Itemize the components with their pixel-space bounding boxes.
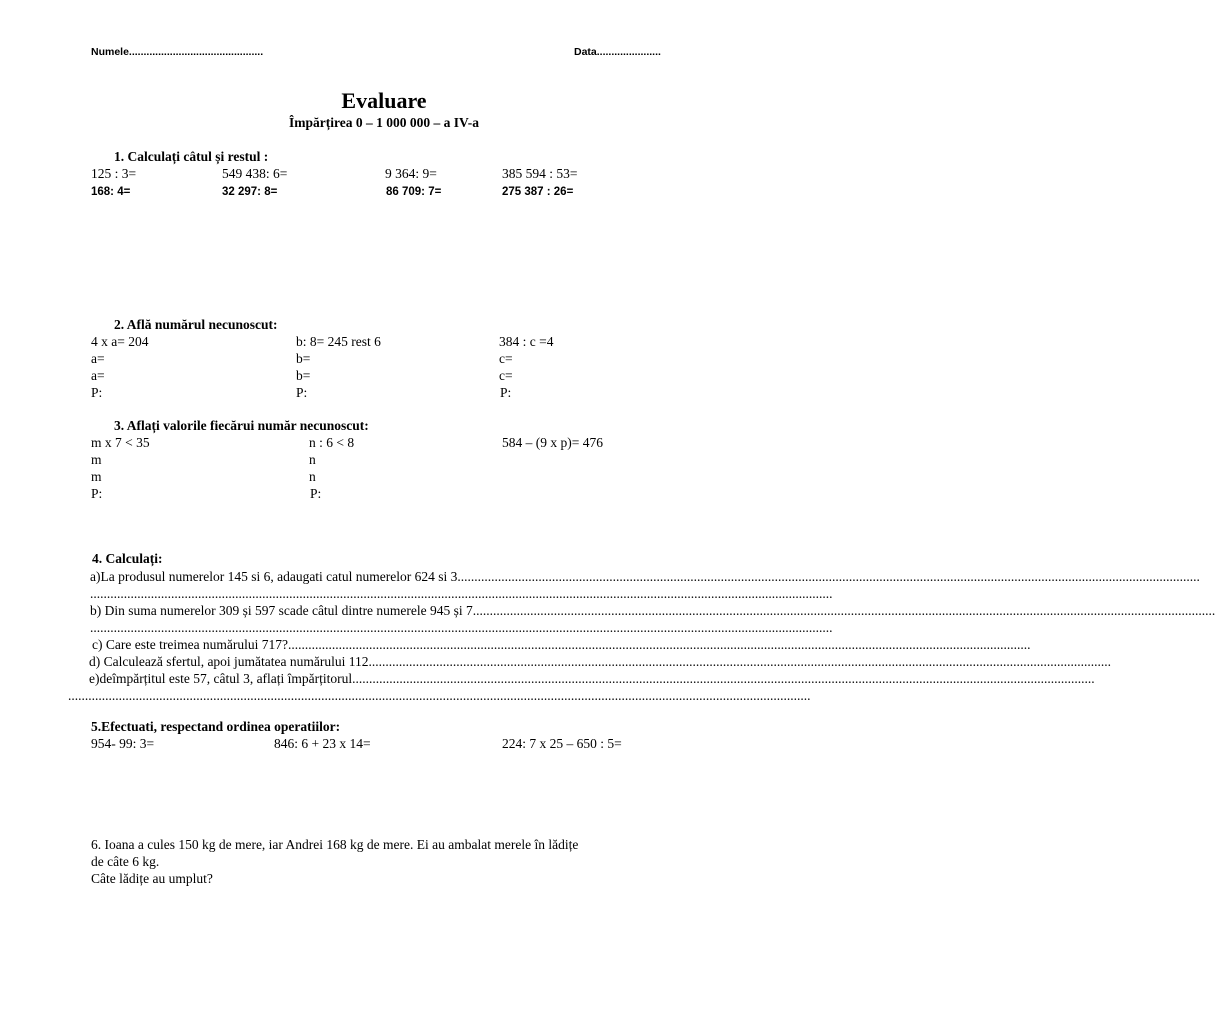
ex3-cell: 584 – (9 x p)= 476 — [502, 435, 603, 450]
ex2-cell: P: — [296, 385, 308, 400]
answer-line — [90, 586, 833, 602]
ex1-item: 275 387 : 26= — [502, 186, 574, 198]
dot-leader: ............................................................................................................................................................................................................................ — [68, 688, 811, 703]
ex6-line2: de câte 6 kg. — [91, 854, 160, 869]
ex5-item: 846: 6 + 23 x 14= — [274, 736, 371, 751]
ex4-item-d — [89, 654, 1112, 670]
ex4-text-d: d) Calculează sfertul, apoi jumătatea numărului 112 — [89, 654, 369, 669]
ex3-cell: m — [91, 469, 102, 484]
ex2-cell: b: 8= 245 rest 6 — [296, 334, 381, 349]
ex3-heading: 3. Aflați valorile fiecărui număr necunoscut: — [114, 418, 369, 433]
ex3-cell: m — [91, 452, 102, 467]
ex2-cell: a= — [91, 351, 105, 366]
ex3-cell: P: — [91, 486, 103, 501]
ex2-cell: c= — [499, 368, 513, 383]
ex4-text-c: c) Care este treimea numărului 717? — [92, 637, 289, 652]
answer-line — [90, 620, 833, 636]
ex1-item: 86 709: 7= — [386, 186, 442, 198]
ex4-item-b — [90, 603, 1215, 619]
ex2-cell: c= — [499, 351, 513, 366]
name-field: Numele.............................................. — [91, 46, 264, 58]
ex3-cell: n — [309, 452, 316, 467]
dot-leader: ............................................................................................................................................................................................................................ — [288, 637, 1031, 652]
ex1-heading: 1. Calculați câtul și restul : — [114, 149, 269, 164]
ex2-cell: b= — [296, 351, 311, 366]
ex4-item-c — [92, 637, 1031, 653]
ex2-cell: 384 : c =4 — [499, 334, 554, 349]
dot-leader: ............................................................................................................................................................................................................................ — [457, 569, 1200, 584]
ex4-text-e: e)deîmpărțitul este 57, câtul 3, aflați împărțitorul — [89, 671, 353, 686]
ex4-text-a: a)La produsul numerelor 145 si 6, adaugati catul numerelor 624 si 3 — [90, 569, 458, 584]
page-title: Evaluare — [341, 88, 427, 113]
ex5-item: 224: 7 x 25 – 650 : 5= — [502, 736, 622, 751]
ex1-item: 32 297: 8= — [222, 186, 278, 198]
ex2-cell: b= — [296, 368, 311, 383]
dot-leader: ............................................................................................................................................................................................................................ — [90, 586, 833, 601]
ex6-line3: Câte lădițe au umplut? — [91, 871, 213, 886]
dot-leader: ............................................................................................................................................................................................................................ — [352, 671, 1095, 686]
ex4-item-a — [90, 569, 1200, 585]
dot-leader: ............................................................................................................................................................................................................................ — [90, 620, 833, 635]
ex1-item: 549 438: 6= — [222, 166, 288, 181]
ex3-cell: n : 6 < 8 — [309, 435, 355, 450]
ex2-cell: P: — [91, 385, 103, 400]
dot-leader: ............................................................................................................................................................................................................................ — [368, 654, 1112, 669]
ex3-cell: n — [309, 469, 316, 484]
ex2-cell: a= — [91, 368, 105, 383]
ex3-cell: P: — [310, 486, 322, 501]
ex1-item: 385 594 : 53= — [502, 166, 578, 181]
ex4-heading: 4. Calculați: — [92, 551, 163, 566]
date-field: Data...................... — [574, 46, 661, 58]
ex1-item: 125 : 3= — [91, 166, 137, 181]
ex6-line1: 6. Ioana a cules 150 kg de mere, iar Andrei 168 kg de mere. Ei au ambalat merele în lădițe — [91, 837, 579, 852]
ex1-item: 9 364: 9= — [385, 166, 437, 181]
dot-leader: ............................................................................................................................................................................................................................ — [472, 603, 1215, 618]
ex4-item-e — [89, 671, 1095, 687]
ex5-heading: 5.Efectuati, respectand ordinea operatiilor: — [91, 719, 341, 734]
ex2-cell: 4 x a= 204 — [91, 334, 149, 349]
ex5-item: 954- 99: 3= — [91, 736, 155, 751]
ex1-item: 168: 4= — [91, 186, 131, 198]
page-subtitle: Împărțirea 0 – 1 000 000 – a IV-a — [289, 115, 479, 130]
ex2-heading: 2. Află numărul necunoscut: — [114, 317, 278, 332]
ex3-cell: m x 7 < 35 — [91, 435, 150, 450]
ex2-cell: P: — [500, 385, 512, 400]
answer-line — [68, 688, 811, 704]
ex4-text-b: b) Din suma numerelor 309 și 597 scade câtul dintre numerele 945 și 7 — [90, 603, 473, 618]
